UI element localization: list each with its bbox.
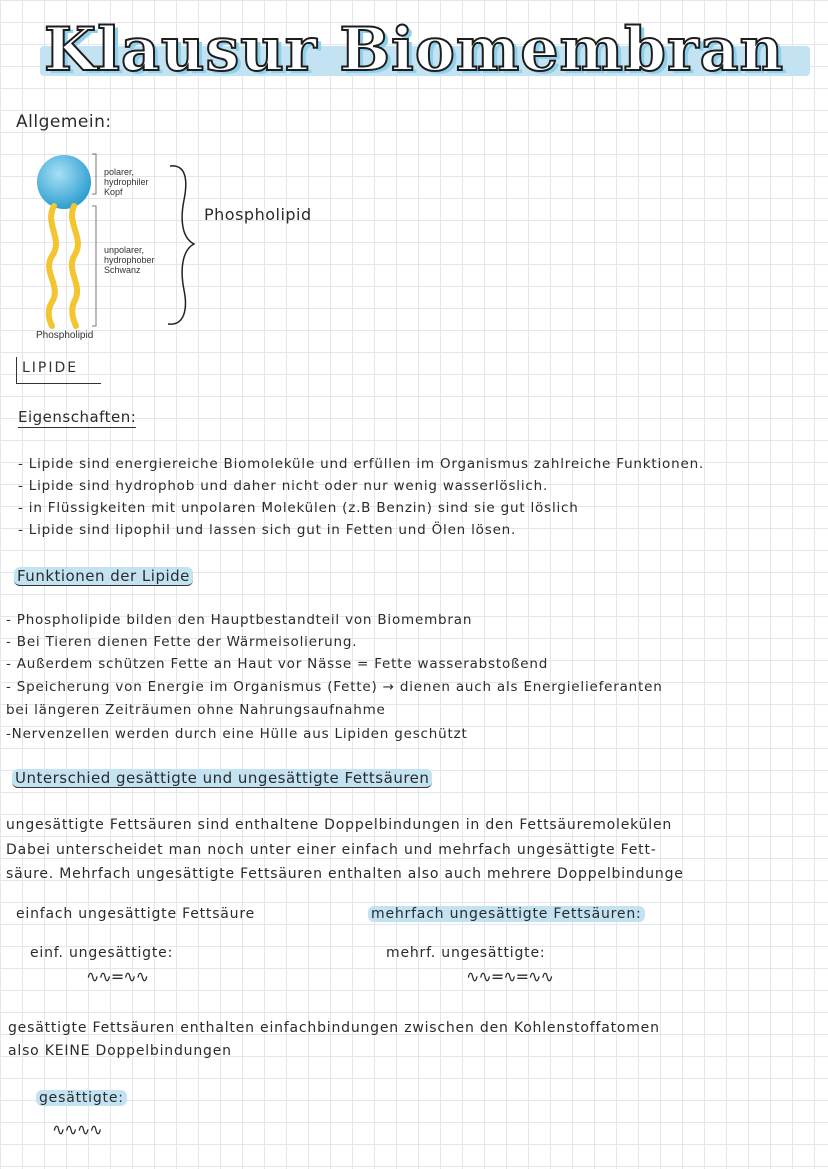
funktionen-line-3: - Außerdem schützen Fette an Haut vor Nässe = Fette wasserabstoßend [6, 656, 549, 672]
phospholipid-head-icon [37, 155, 91, 209]
curly-brace-icon [164, 160, 204, 330]
mehrfach-label: mehrf. ungesättigte: [386, 945, 546, 961]
eigenschaften-line-4: - Lipide sind lipophil und lassen sich gut in Fetten und Ölen lösen. [18, 522, 517, 538]
gesaettigte-label-text: gesättigte: [36, 1090, 127, 1106]
funktionen-heading-text: Funktionen der Lipide [14, 567, 193, 586]
phospholipid-tail-right-icon [72, 206, 78, 326]
unterschied-heading-text: Unterschied gesättigte und ungesättigte Fettsäuren [12, 769, 432, 788]
mehrfach-heading [368, 906, 645, 922]
einfach-formula: ∿∿=∿∿ [86, 967, 149, 986]
lipide-heading: LIPIDE [22, 360, 79, 376]
unterschied-heading [12, 769, 432, 787]
page-title: Klausur Biomembran [44, 15, 785, 85]
head-label: polarer, hydrophiler Kopf [104, 167, 149, 197]
phospholipid-tail-left-icon [49, 206, 56, 326]
funktionen-line-6: -Nervenzellen werden durch eine Hülle aus Lipiden geschützt [6, 726, 468, 742]
brace-label: Phospholipid [204, 205, 312, 224]
tail-label: unpolarer, hydrophober Schwanz [104, 245, 155, 275]
einfach-label: einf. ungesättigte: [30, 945, 174, 961]
eigenschaften-line-2: - Lipide sind hydrophob und daher nicht oder nur wenig wasserlöslich. [18, 478, 549, 494]
mehrfach-formula: ∿∿=∿=∿∿ [466, 967, 553, 986]
funktionen-line-4: - Speicherung von Energie im Organismus (Fette) → dienen auch als Energielieferanten [6, 679, 663, 695]
eigenschaften-line-1: - Lipide sind energiereiche Biomoleküle und erfüllen im Organismus zahlreiche Funktionen. [18, 456, 705, 472]
gesaettigte-para-2: also KEINE Doppelbindungen [8, 1043, 232, 1059]
gesaettigte-formula: ∿∿∿∿ [52, 1120, 102, 1139]
mehrfach-heading-text: mehrfach ungesättigte Fettsäuren: [368, 906, 645, 922]
section-label-allgemein: Allgemein: [16, 112, 112, 132]
funktionen-line-1: - Phospholipide bilden den Hauptbestandteil von Biomembran [6, 612, 473, 628]
eigenschaften-line-3: - in Flüssigkeiten mit unpolaren Molekülen (z.B Benzin) sind sie gut löslich [18, 500, 579, 516]
eigenschaften-heading [18, 408, 136, 426]
eigenschaften-heading-text: Eigenschaften: [18, 408, 137, 426]
funktionen-heading [14, 567, 193, 585]
funktionen-line-2: - Bei Tieren dienen Fette der Wärmeisolierung. [6, 634, 358, 650]
gesaettigte-para-1: gesättigte Fettsäuren enthalten einfachbindungen zwischen den Kohlenstoffatomen [8, 1020, 660, 1036]
unterschied-para-3: säure. Mehrfach ungesättigte Fettsäuren enthalten also auch mehrere Doppelbindunge [6, 866, 684, 882]
diagram-caption: Phospholipid [36, 330, 94, 341]
funktionen-line-5: bei längeren Zeiträumen ohne Nahrungsaufnahme [6, 702, 386, 718]
tail-bracket-icon [92, 206, 96, 326]
unterschied-para-1-text: ungesättigte Fettsäuren sind enthaltene Doppelbindungen in den Fettsäuremolekülen [6, 817, 673, 833]
unterschied-para-2: Dabei unterscheidet man noch unter einer einfach und mehrfach ungesättigte Fett- [6, 842, 657, 858]
gesaettigte-label [36, 1090, 127, 1106]
unterschied-para-1 [6, 817, 672, 833]
einfach-heading: einfach ungesättigte Fettsäure [16, 906, 256, 922]
head-bracket-icon [92, 154, 96, 194]
